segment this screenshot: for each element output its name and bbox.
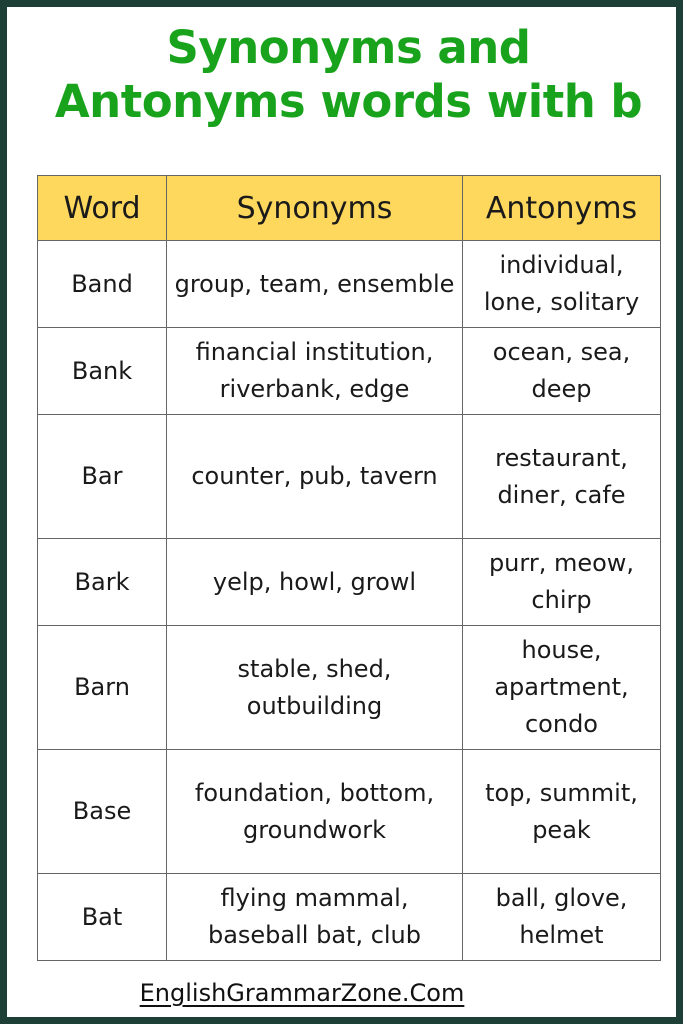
word-cell: Base — [38, 750, 167, 874]
page-title — [7, 21, 683, 129]
synonyms-antonyms-table — [37, 175, 661, 961]
table-row — [38, 539, 661, 626]
header-synonyms: Synonyms — [167, 176, 463, 241]
synonyms-cell: yelp, howl, growl — [167, 539, 463, 626]
synonyms-cell: group, team, ensemble — [167, 241, 463, 328]
title-line-1: Synonyms and — [166, 21, 531, 74]
table-header-row — [38, 176, 661, 241]
table-row — [38, 241, 661, 328]
antonyms-cell: ball, glove, helmet — [463, 874, 661, 961]
site-link[interactable]: EnglishGrammarZone.Com — [139, 979, 465, 1007]
header-antonyms: Antonyms — [463, 176, 661, 241]
antonyms-cell: individual, lone, solitary — [463, 241, 661, 328]
synonyms-cell: flying mammal, baseball bat, club — [167, 874, 463, 961]
antonyms-cell: restaurant, diner, cafe — [463, 415, 661, 539]
title-line-2: Antonyms words with b — [54, 75, 643, 128]
word-cell: Bar — [38, 415, 167, 539]
word-cell: Barn — [38, 626, 167, 750]
synonyms-cell: counter, pub, tavern — [167, 415, 463, 539]
table-row — [38, 415, 661, 539]
antonyms-cell: house, apartment, condo — [463, 626, 661, 750]
word-cell: Bark — [38, 539, 167, 626]
synonyms-cell: foundation, bottom, groundwork — [167, 750, 463, 874]
word-cell: Bat — [38, 874, 167, 961]
table-row — [38, 328, 661, 415]
antonyms-cell: top, summit, peak — [463, 750, 661, 874]
header-word: Word — [38, 176, 167, 241]
table-row — [38, 874, 661, 961]
word-cell: Band — [38, 241, 167, 328]
table-row — [38, 626, 661, 750]
synonyms-cell: stable, shed, outbuilding — [167, 626, 463, 750]
antonyms-cell: ocean, sea, deep — [463, 328, 661, 415]
synonyms-cell: financial institution, riverbank, edge — [167, 328, 463, 415]
antonyms-cell: purr, meow, chirp — [463, 539, 661, 626]
table-row — [38, 750, 661, 874]
word-cell: Bank — [38, 328, 167, 415]
